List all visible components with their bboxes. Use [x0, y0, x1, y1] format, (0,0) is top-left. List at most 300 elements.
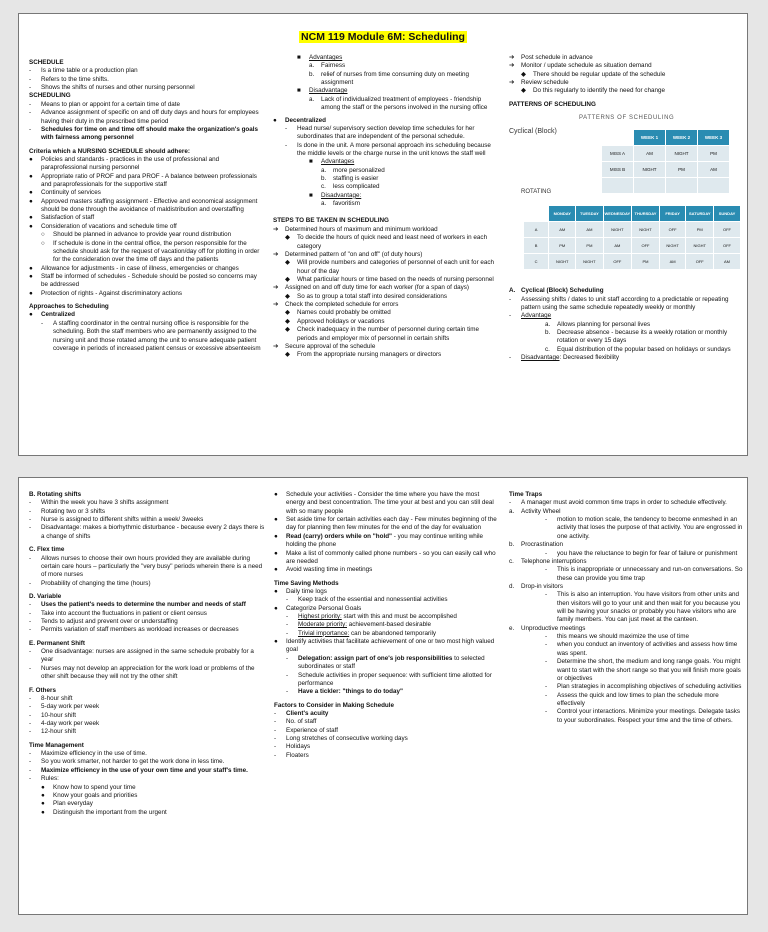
list-text: [41, 524, 265, 541]
item-text: Rotating two or 3 shifts: [41, 507, 106, 515]
list-item: [29, 767, 265, 775]
list-marker: ■: [309, 191, 313, 199]
list-text: [557, 550, 737, 558]
item-text: 5-day work per week: [41, 703, 100, 711]
table-cell: AM: [549, 222, 576, 238]
list-item: [273, 71, 499, 88]
list-text: [297, 276, 494, 284]
list-text: [41, 750, 147, 758]
item-text: Experience of staff: [286, 726, 339, 734]
item-text: when you conduct an inventory of activities and assess how time was spent.: [557, 641, 738, 657]
table-cell: NIGHT: [686, 238, 714, 254]
list-text: [285, 251, 422, 259]
item-text: achievement-based desirable: [347, 621, 432, 629]
list-item: [29, 273, 264, 290]
list-text: [41, 189, 101, 197]
list-text: [286, 566, 372, 574]
list-marker: c.: [545, 345, 550, 353]
list-item: [273, 326, 499, 343]
list-text: [41, 555, 265, 580]
list-item: [509, 79, 745, 87]
list-marker: -: [29, 601, 32, 609]
item-text: Advantages: [321, 158, 355, 166]
item-text: this means we should maximize the use of time: [557, 633, 689, 641]
list-item: [29, 712, 265, 720]
list-text: [286, 588, 327, 596]
item-text: to selected subordinates or staff: [298, 654, 485, 671]
list-item: [274, 621, 500, 629]
table-cell: AM: [714, 254, 741, 270]
list-text: [286, 638, 500, 655]
list-text: [557, 329, 745, 346]
list-marker: ■: [309, 158, 313, 166]
section-heading: E. Permanent Shift: [29, 639, 85, 647]
item-text: Names could probably be omitted: [297, 309, 391, 317]
list-item: [274, 550, 500, 567]
list-item: [509, 683, 743, 691]
list-marker: ●: [29, 311, 33, 319]
list-marker: b.: [545, 328, 551, 336]
list-item: [273, 301, 499, 309]
list-marker: -: [29, 100, 32, 108]
item-text: Should be planned in advance to provide year round distribution: [53, 231, 232, 239]
item-text: So as to group a total staff into desired considerations: [297, 292, 448, 300]
list-item: [29, 516, 265, 524]
list-item: [29, 76, 264, 84]
item-text: Satisfaction of staff: [41, 214, 95, 222]
item-text: favoritism: [333, 200, 360, 208]
list-marker: -: [285, 141, 288, 149]
table-row: [524, 238, 741, 254]
list-item: [274, 752, 500, 760]
list-text: [521, 296, 745, 313]
item-text: Review schedule: [521, 79, 569, 87]
list-item: [29, 189, 264, 197]
list-item: [273, 117, 499, 125]
list-text: [41, 223, 177, 231]
list-marker: ■: [297, 54, 301, 61]
item-text: Is a time table or a production plan: [41, 67, 138, 75]
list-item: [274, 727, 500, 735]
list-marker: -: [545, 633, 548, 641]
list-text: [41, 67, 138, 75]
list-marker: ●: [274, 549, 278, 557]
list-item: [509, 633, 743, 641]
table-cell: PM: [549, 238, 576, 254]
section-heading: SCHEDULING: [29, 92, 71, 100]
item-text: Holidays: [286, 743, 311, 751]
list-item: [274, 613, 500, 621]
item-text: 4-day work per week: [41, 719, 100, 727]
list-marker: c.: [321, 183, 326, 191]
item-text: Schedule your activities - Consider the time where you have the most energy and best concentration. The time your at best and you can still deal with so many people: [286, 491, 494, 515]
list-marker: b.: [321, 175, 327, 183]
list-item: [509, 591, 743, 624]
list-text: [297, 318, 385, 326]
table-cell: OFF: [714, 222, 741, 238]
item-text: Know how to spend your time: [53, 783, 136, 791]
item-text: Distinguish the important from the urgent: [53, 808, 167, 816]
list-marker: -: [286, 596, 289, 604]
list-marker: ●: [41, 791, 45, 799]
list-text: [321, 71, 499, 88]
list-text: [521, 508, 561, 516]
list-text: [41, 712, 76, 720]
item-text: Shows the shifts of nurses and other nursing personnel: [41, 84, 195, 92]
list-item: [273, 142, 499, 159]
list-marker: c.: [509, 557, 514, 565]
item-text: Nurses may not develop an appreciation for the work load or problems of the other shift because they will not try the other shift: [41, 664, 255, 681]
list-item: [29, 626, 265, 634]
list-marker: ◆: [285, 317, 290, 325]
item-text: A staffing coordinator in the central nursing office is responsible for the scheduling. Both the staff members who are permanently assigned to the nursing unit and those rotated among the unit to ensure adequate patient coverage in periods of increased patient census or excessive absenteeism: [53, 319, 261, 352]
list-text: [41, 728, 76, 736]
list-text: [321, 192, 361, 200]
list-text: [533, 87, 665, 95]
list-item: [29, 290, 264, 298]
list-text: [557, 516, 743, 541]
list-item: [273, 62, 499, 70]
list-marker: -: [545, 591, 548, 599]
list-item: [274, 516, 500, 533]
list-marker: ◆: [521, 87, 526, 95]
item-text: Unproductive meetings: [521, 624, 586, 632]
list-marker: -: [29, 626, 32, 634]
table-cell: PM: [686, 222, 714, 238]
list-marker: ○: [41, 231, 45, 239]
list-item: [274, 688, 500, 696]
item-text: Within the week you have 3 shifts assignment: [41, 499, 169, 507]
list-item: [274, 710, 500, 718]
list-item: [29, 775, 265, 783]
item-text: Activity Wheel: [521, 507, 561, 515]
list-marker: -: [286, 629, 289, 637]
section-heading: Time Management: [29, 741, 84, 749]
list-marker: -: [545, 641, 548, 649]
list-text: [521, 583, 563, 591]
list-marker: a.: [309, 95, 315, 103]
table-cell: [634, 178, 666, 194]
section-heading: Time Saving Methods: [274, 579, 339, 587]
list-marker: ●: [41, 800, 45, 808]
item-text: Take into account the fluctuations in patient or client census: [41, 609, 207, 617]
table-cell: C: [524, 254, 549, 270]
list-text: [41, 648, 265, 665]
item-text: Assigned on and off duty time for each worker (for a span of days): [285, 284, 469, 292]
list-marker: -: [545, 549, 548, 557]
list-text: [41, 665, 265, 682]
list-marker: -: [286, 654, 289, 662]
list-item: [273, 200, 499, 208]
table-header-cell: WEDNESDAY: [603, 206, 632, 222]
list-marker: ◆: [285, 275, 290, 283]
list-item: [273, 276, 499, 284]
list-item: [509, 499, 743, 507]
bold-text: Read (carry) orders while on "hold": [286, 532, 393, 540]
list-item: [273, 309, 499, 317]
list-text: [297, 142, 499, 159]
list-item: [273, 125, 499, 142]
table-row: [602, 146, 730, 162]
list-marker: -: [274, 718, 277, 726]
list-item: [29, 126, 264, 143]
list-marker: -: [29, 609, 32, 617]
item-text: If schedule is done in the central office, the person responsible for the schedule should ask for the request of vacation/day off for plotting in order for the consideration over the time off days and the patients: [53, 239, 260, 264]
table-header-cell: [602, 130, 634, 146]
list-item: [29, 214, 264, 222]
list-marker: -: [286, 671, 289, 679]
item-text: This is also an interruption. You have visitors from other units and then visitors will go to your unit and then wait for you because you will be having your snacks or probably you have visitors who are family members. You can just meet at the canteen.: [557, 591, 741, 624]
list-marker: ●: [29, 189, 33, 197]
item-text: 10-hour shift: [41, 711, 77, 719]
item-text: Disadvantage: [309, 87, 348, 95]
list-marker: ◆: [285, 292, 290, 300]
item-text: Decrease absence - because its a weekly rotation or monthly rotation or every 15 days: [557, 328, 728, 345]
list-text: [41, 618, 178, 626]
list-text: [521, 625, 585, 633]
table-cell: [666, 178, 698, 194]
list-text: [521, 558, 586, 566]
list-marker: -: [545, 658, 548, 666]
list-marker: -: [509, 295, 512, 303]
list-text: [521, 499, 727, 507]
rotating-label: ROTATING: [521, 189, 552, 196]
list-marker: ●: [29, 272, 33, 280]
list-text: [41, 273, 264, 290]
list-item: [29, 809, 265, 817]
table-row: [524, 222, 741, 238]
section-heading: F. Others: [29, 686, 56, 694]
list-text: [298, 688, 403, 696]
list-item: [29, 800, 265, 808]
item-text: Will provide numbers and categories of personnel of each unit for each hour of the day: [297, 259, 495, 275]
item-text: So you work smarter, not harder to get the work done in less time.: [41, 758, 225, 766]
list-text: [41, 290, 182, 298]
item-text: Keep track of the essential and nonessential activities: [298, 596, 448, 604]
item-text: Do this regularly to identify the need for change: [533, 87, 665, 95]
table-header-cell: SATURDAY: [686, 206, 714, 222]
list-text: [286, 605, 361, 613]
list-text: [41, 156, 264, 173]
list-text: [557, 591, 743, 624]
list-text: [285, 226, 438, 234]
list-item: [509, 566, 743, 583]
table-header-cell: SUNDAY: [714, 206, 741, 222]
list-item: [509, 625, 743, 633]
section-heading: Approaches to Scheduling: [29, 303, 109, 311]
list-text: [41, 767, 248, 775]
list-item: [29, 784, 265, 792]
item-text: you have the reluctance to begin for fear of failure or punishment: [557, 549, 738, 557]
item-text: Determine the short, the medium and long range goals. You might want to start with the short range so that you will finish more goals or objectives: [557, 658, 741, 682]
item-text: Control your interactions. Minimize your meetings. Delegate tasks to your subordinates. Respect your time and the time of others.: [557, 708, 741, 724]
list-item: [29, 101, 264, 109]
table-header-row: [524, 206, 741, 222]
underlined-text: Disadvantage: [521, 354, 560, 362]
column-3: [509, 54, 745, 362]
table-header-cell: WEEK 3: [698, 130, 730, 146]
list-item: [273, 158, 499, 166]
list-text: [521, 79, 569, 87]
list-text: [41, 126, 264, 143]
section-heading: PATTERNS OF SCHEDULING: [509, 100, 596, 108]
item-text: Policies and standards - practices in the use of professional and paraprofessional nursing personnel: [41, 155, 220, 172]
item-text: Secure approval of the schedule: [285, 342, 376, 350]
list-text: [41, 499, 168, 507]
list-item: [509, 54, 745, 62]
section-heading: C. Flex time: [29, 546, 65, 554]
table-cell: AM: [634, 146, 666, 162]
table-cell: NIGHT: [632, 222, 660, 238]
item-text: Schedule activities in proper sequence: with sufficient time allotted for performance: [298, 671, 492, 687]
list-marker: ●: [274, 604, 278, 612]
list-item: [273, 96, 499, 113]
list-text: [41, 758, 224, 766]
list-text: [41, 695, 73, 703]
list-item: [509, 354, 745, 362]
list-marker: -: [29, 694, 32, 702]
item-text: Assessing shifts / dates to unit staff according to a predictable or repeating pattern using the same schedule repeatedly weekly or monthly: [521, 295, 729, 311]
table-cell: A: [524, 222, 549, 238]
item-text: more personalized: [333, 166, 385, 174]
list-text: [41, 265, 239, 273]
item-text: Identify activities that facilitate achievement of one or two most high valued goal: [286, 638, 495, 654]
table-cell: OFF: [686, 254, 714, 270]
table-header-cell: TUESDAY: [576, 206, 603, 222]
list-text: [557, 692, 743, 709]
list-text: [41, 610, 207, 618]
table-header-cell: FRIDAY: [659, 206, 686, 222]
item-text: start with this and must be accomplished: [341, 613, 457, 621]
list-text: [557, 346, 731, 354]
list-marker: d.: [509, 582, 515, 590]
list-marker: -: [274, 751, 277, 759]
table-cell: AM: [659, 254, 686, 270]
item-text: Advantages: [309, 54, 343, 61]
list-marker: -: [29, 125, 32, 133]
list-marker: -: [29, 766, 32, 774]
list-marker: -: [545, 683, 548, 691]
list-marker: -: [29, 728, 32, 736]
table-cell: NIGHT: [666, 146, 698, 162]
list-item: [509, 287, 745, 295]
list-item: [274, 588, 500, 596]
item-text: Advantage: [521, 312, 552, 320]
list-item: [29, 223, 264, 231]
list-marker: a.: [545, 320, 551, 328]
page-2: [18, 477, 748, 915]
list-marker: -: [29, 516, 32, 524]
list-marker: ●: [274, 516, 278, 524]
list-item: [29, 499, 265, 507]
list-item: [273, 87, 499, 95]
item-text: - you may continue writing while holding the phone: [286, 532, 484, 549]
item-text: Assess the quick and low times to plan the schedule more effectively: [557, 691, 719, 707]
list-text: [41, 775, 59, 783]
table-cell: B: [524, 238, 549, 254]
table-header-cell: WEEK 2: [666, 130, 698, 146]
list-marker: -: [29, 758, 32, 766]
underlined-text: Trivial importance:: [298, 629, 350, 637]
list-text: [286, 550, 500, 567]
list-text: [297, 125, 499, 142]
item-text: Allows nurses to choose their own hours provided they are available during certain care hours – particularly the "very busy" periods wherein there is a need of more nurses: [41, 554, 263, 579]
list-marker: -: [545, 691, 548, 699]
list-marker: -: [29, 499, 32, 507]
list-marker: ●: [41, 808, 45, 816]
list-marker: ●: [29, 289, 33, 297]
list-item: [29, 524, 265, 541]
list-item: [274, 630, 500, 638]
table-cell: OFF: [603, 254, 632, 270]
list-marker: -: [509, 312, 512, 320]
section-heading: STEPS TO BE TAKEN IN SCHEDULING: [273, 217, 389, 225]
list-item: [509, 550, 743, 558]
list-item: [29, 173, 264, 190]
section-heading: Criteria which a NURSING SCHEDULE should adhere:: [29, 147, 190, 155]
section-heading: Factors to Consider in Making Schedule: [274, 701, 395, 709]
list-marker: a.: [321, 166, 327, 174]
list-item: [29, 240, 264, 265]
table-cell: NIGHT: [576, 254, 603, 270]
list-item: [274, 566, 500, 574]
list-text: [286, 710, 328, 718]
item-text: 8-hour shift: [41, 694, 73, 702]
item-text: Floaters: [286, 751, 309, 759]
list-marker: -: [29, 67, 32, 75]
list-item: [29, 198, 264, 215]
bold-text: Delegation: assign part of one's job responsibilities: [298, 654, 453, 662]
list-text: [333, 183, 380, 191]
item-text: Monitor / update schedule as situation demand: [521, 62, 652, 70]
list-item: [29, 508, 265, 516]
list-marker: e.: [509, 624, 515, 632]
list-item: [509, 558, 743, 566]
list-marker: -: [274, 743, 277, 751]
item-text: Means to plan or appoint for a certain time of date: [41, 100, 180, 108]
list-text: [53, 792, 137, 800]
list-item: [29, 665, 265, 682]
list-text: [41, 508, 105, 516]
list-marker: -: [29, 703, 32, 711]
list-text: [557, 683, 741, 691]
column-3-bottom: [509, 287, 745, 362]
list-item: [509, 708, 743, 725]
list-item: [273, 343, 499, 351]
list-text: [297, 293, 447, 301]
table-cell: MISS B: [602, 162, 634, 178]
list-text: [286, 516, 500, 533]
list-marker: ●: [273, 116, 277, 124]
item-text: Appropriate ratio of PROF and para PROF - A balance between professionals and paraprofessionals for the supportive staff: [41, 172, 257, 189]
list-item: [509, 87, 745, 95]
list-text: [41, 109, 264, 126]
list-text: [297, 351, 441, 359]
item-text: Advance assignment of specific on and off duty days and hours for employees having their duty in the prescribed time period: [41, 109, 259, 125]
list-text: [298, 596, 447, 604]
list-text: [41, 101, 180, 109]
item-text: Approved masters staffing assignment - Effective and economical assignment should be done through the avoidance of maldistribution and overstaffing: [41, 197, 258, 214]
list-item: [29, 720, 265, 728]
list-item: [273, 234, 499, 251]
item-text: Telephone interruptions: [521, 557, 587, 565]
list-marker: ◆: [285, 234, 290, 242]
list-marker: -: [274, 735, 277, 743]
list-text: [285, 117, 326, 125]
list-marker: -: [29, 664, 32, 672]
list-marker: ●: [274, 532, 278, 540]
item-text: can be abandoned temporarily: [349, 629, 437, 637]
